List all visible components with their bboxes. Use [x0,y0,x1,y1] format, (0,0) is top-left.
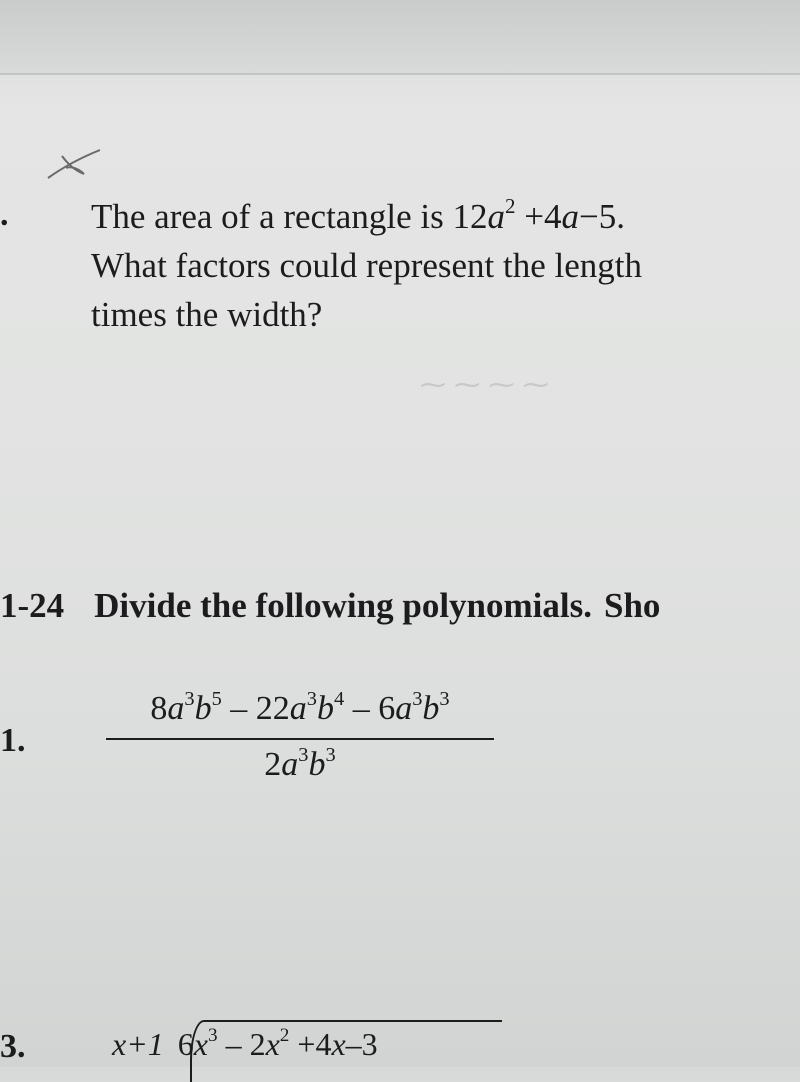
bleed-through-decoration: ⁓ ⁓ ⁓ ⁓ [420,370,549,400]
paper-top-edge [0,73,800,75]
problem-20-text [91,192,642,339]
section-header [0,586,660,626]
fraction-denominator: $2a^3b^3$ [264,743,336,783]
dividend: $6x^3 - 2x^2 +4x-3$ [177,1025,378,1062]
fraction-bar [106,738,494,740]
problem-23-number: 3. [0,1028,26,1065]
problem-20-line-2: What factors could represent the length [91,246,643,285]
pencil-mark-icon [40,138,110,188]
problem-20-number: . [0,196,9,233]
problem-21-number: 1. [0,722,26,759]
problem-20-line-3: times the width? [91,295,323,334]
problem-21-fraction [106,687,494,784]
background-surface [0,0,800,75]
problem-20-line-1: The area of a rectangle is $12a^2 +4a-5$. [91,194,625,236]
divisor: x+1 [112,1026,164,1062]
section-instruction-cut: Sho [603,586,661,625]
fraction-numerator: $8a^3b^5 - 22a^3b^4 - 6a^3b^3$ [150,687,450,727]
section-range: 1-24 [0,586,65,625]
problem-23-division [112,1026,378,1063]
section-instruction: Divide the following polynomials. [94,586,592,625]
